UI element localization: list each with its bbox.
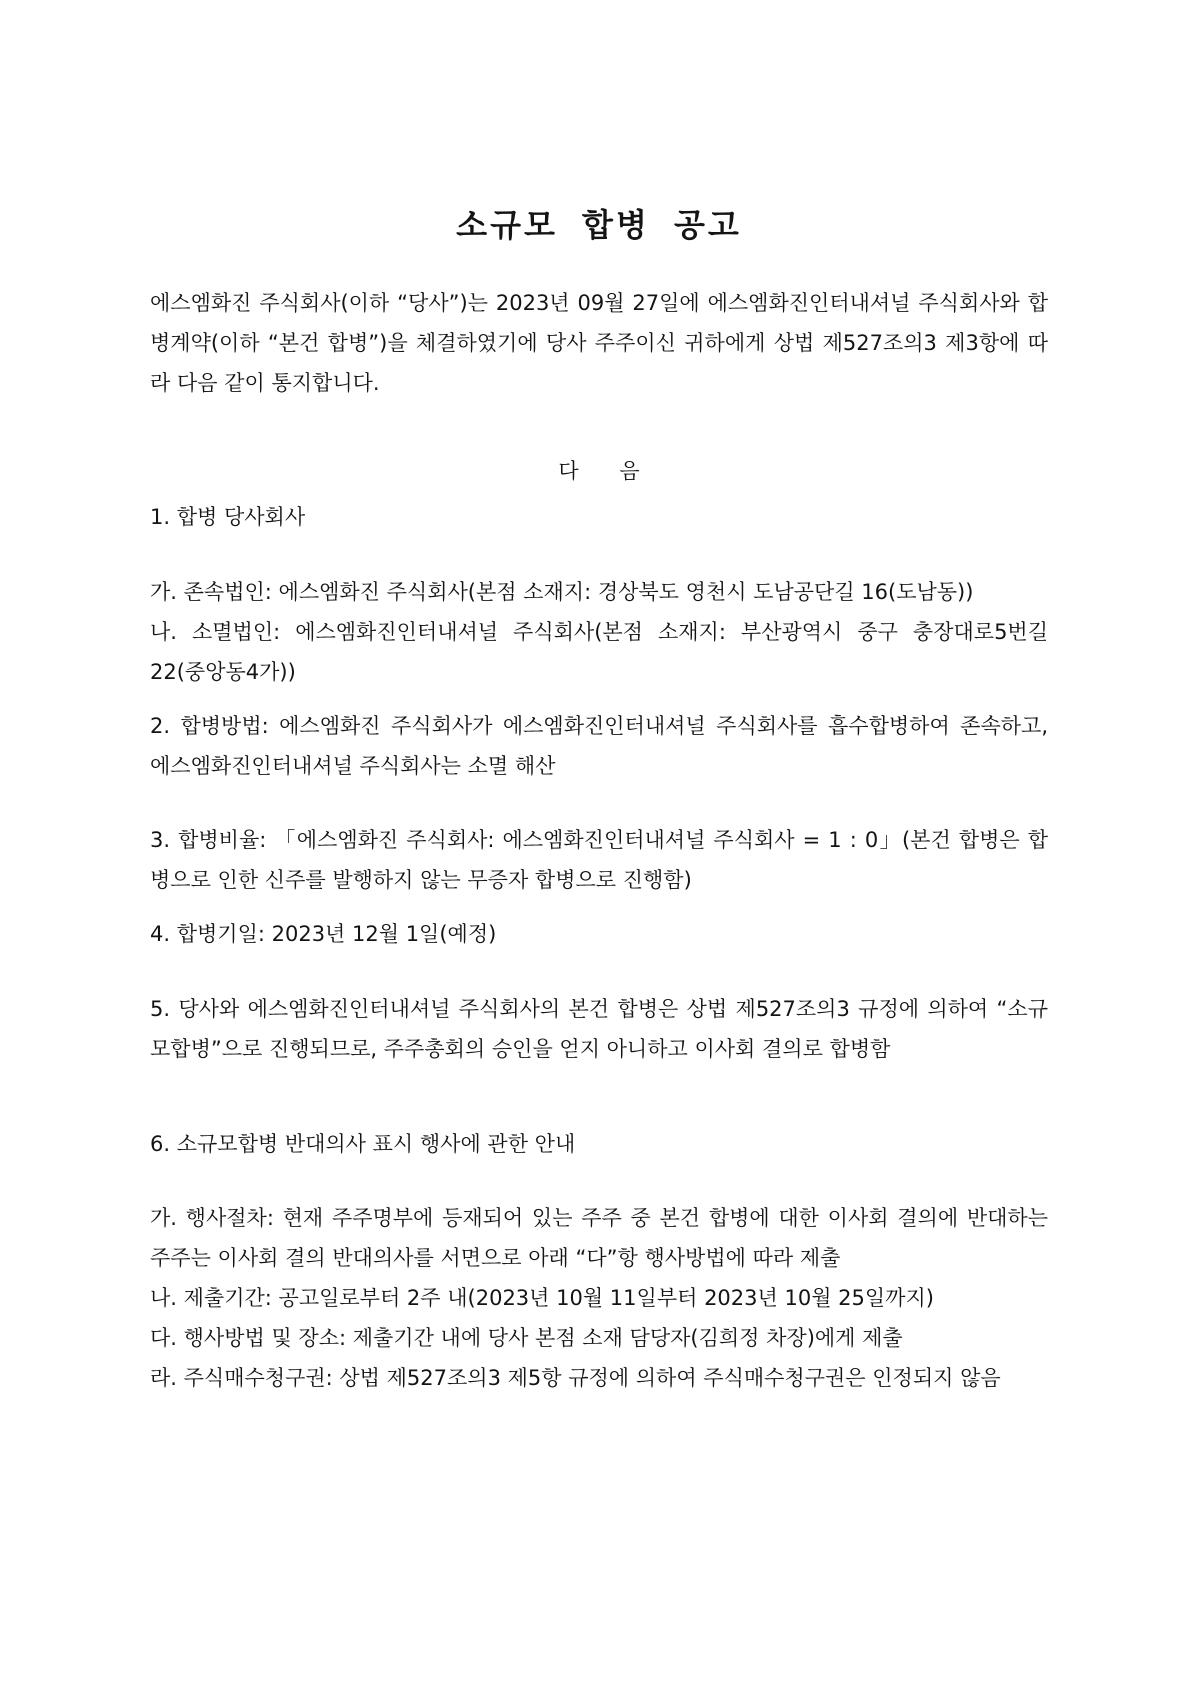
section-4-paragraph: 4. 합병기일: 2023년 12월 1일(예정) — [150, 922, 497, 946]
section-1-item-ga: 가. 존속법인: 에스엠화진 주식회사(본점 소재지: 경상북도 영천시 도남공단길 16(도남동)) — [150, 580, 974, 604]
section-2-paragraph: 2. 합병방법: 에스엠화진 주식회사가 에스엠화진인터내셔널 주식회사를 흡수합병하여 존속하고, 에스엠화진인터내셔널 주식회사는 소멸 해산 — [150, 714, 1048, 778]
section-6-item-ga: 가. 행사절차: 현재 주주명부에 등재되어 있는 주주 중 본건 합병에 대한 이사회 결의에 반대하는 주주는 이사회 결의 반대의사를 서면으로 아래 “다”항 행사방법에 따라 제출 — [150, 1206, 1048, 1270]
document-page — [150, 0, 1048, 1682]
section-6-title: 6. 소규모합병 반대의사 표시 행사에 관한 안내 — [150, 1132, 576, 1156]
section-6-item-da: 다. 행사방법 및 장소: 제출기간 내에 당사 본점 소재 담당자(김희정 차장)에게 제출 — [150, 1326, 903, 1350]
section-5-paragraph: 5. 당사와 에스엠화진인터내셔널 주식회사의 본건 합병은 상법 제527조의3 규정에 의하여 “소규모합병”으로 진행되므로, 주주총회의 승인을 얻지 아니하고 이사회 결의로 합병함 — [150, 997, 1048, 1061]
intro-paragraph: 에스엠화진 주식회사(이하 “당사”)는 2023년 09월 27일에 에스엠화진인터내셔널 주식회사와 합병계약(이하 “본건 합병”)을 체결하였기에 당사 주주이신 귀하에게 상법 제527조의3 제3항에 따라 다음 같이 통지합니다. — [150, 291, 1048, 395]
section-3-paragraph: 3. 합병비율: 「에스엠화진 주식회사: 에스엠화진인터내셔널 주식회사 = 1 : 0」(본건 합병은 합병으로 인한 신주를 발행하지 않는 무증자 합병으로 진행함) — [150, 828, 1048, 892]
section-1-item-na: 나. 소멸법인: 에스엠화진인터내셔널 주식회사(본점 소재지: 부산광역시 중구 충장대로5번길 22(중앙동4가)) — [150, 620, 1048, 684]
page-title: 소규모 합병 공고 — [456, 206, 742, 244]
section-1-title: 1. 합병 당사회사 — [150, 505, 306, 529]
section-heading: 다 음 — [558, 459, 640, 483]
section-6-item-ra: 라. 주식매수청구권: 상법 제527조의3 제5항 규정에 의하여 주식매수청구권은 인정되지 않음 — [150, 1366, 1001, 1390]
section-6-item-na: 나. 제출기간: 공고일로부터 2주 내(2023년 10월 11일부터 2023년 10월 25일까지) — [150, 1286, 934, 1310]
